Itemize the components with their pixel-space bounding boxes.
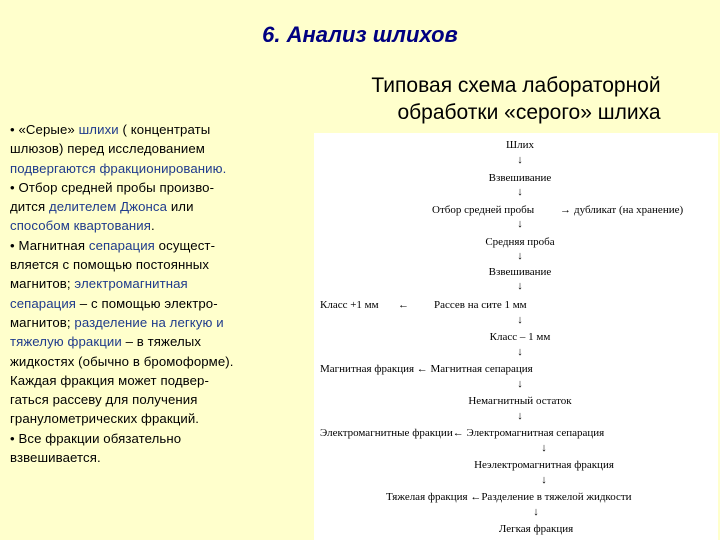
text-line: [10, 313, 306, 332]
arrow-down-12: ↓: [533, 506, 539, 518]
text-segment: гаться рассеву для получения: [10, 392, 198, 408]
arrow-down-11: ↓: [541, 474, 547, 486]
highlighted-term: тяжелую фракции: [10, 334, 122, 350]
text-segment: дится: [10, 199, 49, 215]
text-line: [10, 409, 306, 428]
text-segment: Каждая фракция может подвер-: [10, 372, 209, 388]
scheme-heading-line-2: обработки «серого» шлиха: [397, 101, 661, 124]
node-sample-select: Отбор средней пробы: [432, 204, 535, 216]
highlighted-term: способом квартования: [10, 218, 151, 234]
arrow-down-8: ↓: [517, 378, 523, 390]
highlighted-term: сепарация: [10, 295, 77, 311]
node-non-em-fraction: Неэлектромагнитная фракция: [474, 459, 614, 471]
highlighted-term: делителем Джонса: [48, 199, 168, 215]
text-segment: или: [167, 199, 194, 215]
arrow-down-1: ↓: [517, 154, 523, 166]
text-line: [10, 294, 306, 313]
text-segment: .: [150, 218, 155, 234]
scheme-diagram: [314, 133, 718, 540]
scheme-heading-line-1: Типовая схема лабораторной: [371, 74, 661, 97]
arrow-down-9: ↓: [517, 410, 523, 422]
text-segment: магнитов;: [10, 314, 75, 330]
node-nonmagnetic-residue: Немагнитный остаток: [468, 395, 572, 407]
text-line: [10, 352, 306, 371]
arrow-down-4: ↓: [517, 250, 523, 262]
text-line: [10, 197, 306, 216]
node-duplicate: дубликат (на хранение): [574, 204, 684, 216]
scheme-heading: [316, 72, 716, 126]
node-heavy-liquid-separation: Тяжелая фракция ←Разделение в тяжелой жидкости: [386, 491, 632, 503]
text-line: [10, 178, 306, 197]
text-line: [10, 216, 306, 235]
text-line: [10, 448, 306, 467]
text-segment: жидкостях (обычно в бромоформе).: [10, 353, 234, 369]
node-weigh-1: Взвешивание: [488, 172, 552, 184]
node-magnetic-separation: Магнитная фракция ← Магнитная сепарация: [320, 363, 533, 375]
node-light-fraction: Легкая фракция: [498, 523, 574, 535]
text-segment: вляется с помощью постоянных: [10, 257, 210, 273]
slide-title: 6. Анализ шлихов: [262, 22, 458, 47]
text-line: [10, 120, 306, 139]
node-sieve: Рассев на сите 1 мм: [434, 299, 527, 311]
text-segment: – в тяжелых: [121, 334, 202, 350]
text-line: [10, 255, 306, 274]
text-segment: шлюзов) перед исследованием: [10, 141, 205, 157]
node-avg-sample: Средняя проба: [485, 236, 555, 248]
text-segment: • Все фракции обязательно: [10, 430, 182, 446]
text-line: [10, 429, 306, 448]
highlighted-term: шлихи: [78, 122, 119, 137]
arrow-down-3: ↓: [517, 218, 523, 230]
text-line: [10, 274, 306, 293]
text-line: [10, 159, 306, 178]
arrow-down-10: ↓: [541, 442, 547, 454]
text-segment: гранулометрических фракций.: [10, 411, 200, 427]
text-line: [10, 390, 306, 409]
highlighted-term: разделение на легкую и: [74, 314, 224, 330]
node-class-plus: Класс +1 мм: [320, 299, 379, 311]
arrow-left-class: ←: [398, 299, 409, 311]
text-line: [10, 371, 306, 390]
text-segment: • Магнитная: [10, 237, 89, 253]
arrow-right-duplicate: →: [560, 204, 571, 216]
node-shlikh: Шлих: [506, 139, 534, 151]
bullet-list: [10, 120, 306, 467]
arrow-down-2: ↓: [517, 186, 523, 198]
arrow-down-7: ↓: [517, 346, 523, 358]
text-line: [10, 139, 306, 158]
highlighted-term: подвергаются фракционированию.: [10, 160, 227, 176]
text-line: [10, 332, 306, 351]
text-segment: ( концентраты: [118, 122, 211, 137]
node-class-minus: Класс – 1 мм: [489, 331, 551, 343]
highlighted-term: электромагнитная: [74, 276, 188, 292]
arrow-down-5: ↓: [517, 280, 523, 292]
text-segment: • Отбор средней пробы произво-: [10, 179, 215, 195]
text-line: [10, 236, 306, 255]
highlighted-term: сепарация: [88, 237, 155, 253]
processing-scheme: [314, 133, 718, 540]
text-segment: магнитов;: [10, 276, 75, 292]
node-em-separation: Электромагнитные фракции← Электромагнитная сепарация: [320, 427, 605, 439]
text-segment: • «Серые»: [10, 122, 79, 137]
arrow-down-6: ↓: [517, 314, 523, 326]
text-segment: – с помощью электро-: [76, 295, 218, 311]
text-segment: взвешивается.: [10, 450, 101, 466]
text-segment: осущест-: [154, 237, 216, 253]
node-weigh-2: Взвешивание: [488, 266, 552, 278]
